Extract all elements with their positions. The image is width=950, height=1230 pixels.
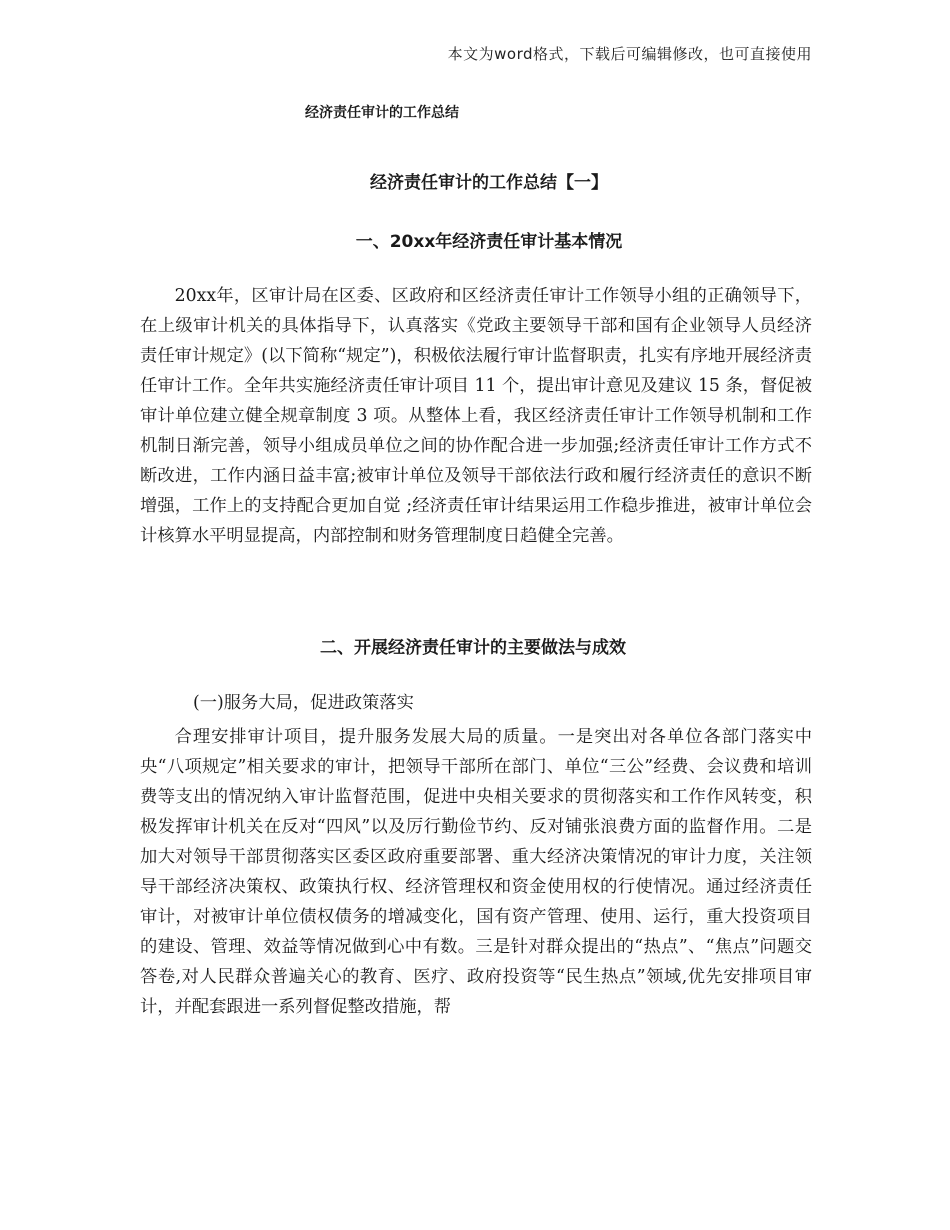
section-2-paragraph: 合理安排审计项目，提升服务发展大局的质量。一是突出对各单位各部门落实中央“八项规定”相关要求的审计，把领导干部所在部门、单位“三公”经费、会议费和培训费等支出的情况纳入审计监督范围，促进中央相关要求的贯彻落实和工作作风转变，积极发挥审计机关在反对“四风”以及厉行勤俭节约、反对铺张浪费方面的监督作用。二是加大对领导干部贯彻落实区委区政府重要部署、重大经济决策情况的审计力度，关注领导干部经济决策权、政策执行权、经济管理权和资金使用权的行使情况。通过经济责任审计，对被审计单位债权债务的增减变化，国有资产管理、使用、运行，重大投资项目的建设、管理、效益等情况做到心中有数。三是针对群众提出的“热点”、“焦点”问题交答卷,对人民群众普遍关心的教育、医疗、政府投资等“民生热点”领域,优先安排项目审计，并配套跟进一系列督促整改措施，帮 <box>140 727 812 1017</box>
document-title: 经济责任审计的工作总结 <box>305 105 459 121</box>
section-1-heading: 一、20xx年经济责任审计基本情况 <box>355 232 623 252</box>
section-1-paragraph: 20xx年，区审计局在区委、区政府和区经济责任审计工作领导小组的正确领导下，在上级审计机关的具体指导下，认真落实《党政主要领导干部和国有企业领导人员经济责任审计规定》(以下简称“规定”)，积极依法履行审计监督职责，扎实有序地开展经济责任审计工作。全年共实施经济责任审计项目 11 个，提出审计意见及建议 15 条，督促被审计单位建立健全规章制度 3 项。从整体上看，我区经济责任审计工作领导机制和工作机制日渐完善，领导小组成员单位之间的协作配合进一步加强;经济责任审计工作方式不断改进，工作内涵日益丰富;被审计单位及领导干部依法行政和履行经济责任的意识不断增强，工作上的支持配合更加自觉 ;经济责任审计结果运用工作稳步推进，被审计单位会计核算水平明显提高，内部控制和财务管理制度日趋健全完善。 <box>140 286 812 546</box>
section-2-subheading: (一)服务大局，促进政策落实 <box>193 693 414 713</box>
section-2-heading: 二、开展经济责任审计的主要做法与成效 <box>320 638 626 658</box>
header-note: 本文为word格式，下载后可编辑修改，也可直接使用 <box>447 45 812 63</box>
main-heading: 经济责任审计的工作总结【一】 <box>370 173 608 193</box>
